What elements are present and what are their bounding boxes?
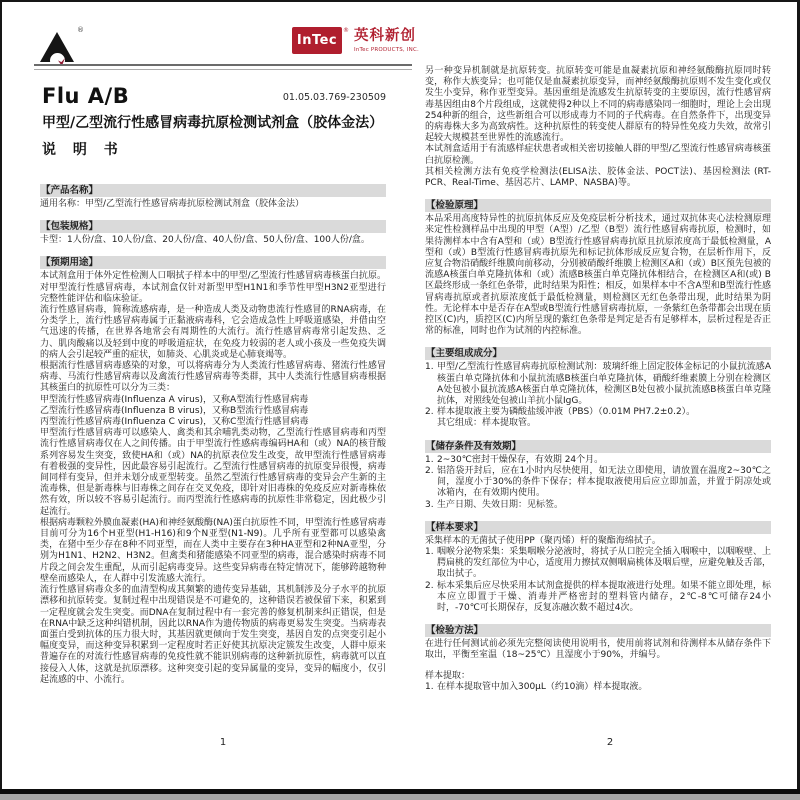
- numbered-item: [425, 682, 771, 693]
- paragraph: 甲型流行性感冒病毒可以感染人、禽类和其余哺乳类动物，乙型流行性感冒病毒和丙型流行性感冒病毒仅在人之间传播。由于甲型流行性感病毒编码HA和（或）NA的核苷酸系列容易发生突变，致使HA和（或）NA的抗原表位发生改变，故甲型流行性感冒病毒有着极强的变异性，因此最容易引起流行。乙型流行性感冒病毒的抗原变异很慢，病毒间同样有变异，但并未划分成亚型转变。虽然乙型流行性感冒病毒的变异会产生新的主流毒株，但是新毒株与旧毒株之间存在交叉免疫，即针对旧毒株的免疫反应对新毒株依然有效，所以较不容易引起流行。而丙型流行性感病毒的抗原性非常稳定，因此极少引起流行。: [40, 428, 386, 517]
- numbered-item: [425, 407, 771, 418]
- spacer: [40, 246, 386, 255]
- numbered-item: [425, 455, 771, 466]
- section-heading: 【储存条件及有效期】: [425, 440, 771, 453]
- spacer: [425, 337, 771, 346]
- item-number: 1.: [425, 454, 434, 465]
- page-edge-left: [0, 0, 2, 800]
- doc-type-title: 说 明 书: [42, 142, 124, 158]
- paragraph: 丙型流行性感冒病毒(Influenza C virus)，又称C型流行性感冒病毒: [40, 417, 309, 428]
- product-name-title: 甲型/乙型流行性感冒病毒抗原检测试剂盒（胶体金法）: [42, 115, 384, 131]
- right-column: [425, 66, 771, 693]
- section-heading: 【检验原理】: [425, 199, 771, 212]
- registered-mark: ®: [343, 27, 349, 34]
- paragraph: 根据病毒颗粒外膜血凝素(HA)和神经氨酸酶(NA)蛋白抗原性不同，甲型流行性感冒病毒目前可分为16个H亚型(H1-H16)和9个N亚型(N1-N9)。几乎所有亚型都可以感染禽类，在猪中至少存在8种不同亚型，而在人类中主要存在3种HA亚型和2种NA亚型，分别为H1N1、H2N2、H3N2。但禽类和猪能感染不同亚型的病毒，混合感染时病毒不同片段之间会发生重配，从而引起病毒变异。这些变异病毒在特定情况下，能够跨越物种壁垒而感染人，在人群中引发流感大流行。: [40, 517, 386, 584]
- paragraph: 通用名称：甲型/乙型流行性感冒病毒抗原检测试剂盒（胶体金法）: [40, 199, 305, 209]
- spacer: [425, 511, 771, 520]
- brand-triangle-logo: [40, 26, 86, 66]
- paragraph: 乙型流行性感冒病毒(Influenza B virus)，又称B型流行性感冒病毒: [40, 405, 309, 416]
- paragraph: 本试剂盒用于体外定性检测人口咽拭子样本中的甲型/乙型流行性感冒病毒核蛋白抗原。对甲型流行性感冒病毒，本试剂盒仅针对新型甲型H1N1和季节性甲型H3N2亚型进行完整性能评估和临床验证。: [40, 271, 386, 304]
- product-code-title: Flu A/B: [42, 84, 130, 108]
- intec-logo-text: [354, 27, 419, 53]
- paragraph: 流行性感冒病毒，简称流感病毒，是一种造成人类及动物患流行性感冒的RNA病毒，在分类学上，流行性感冒病毒属于正黏液病毒科，它会造成急性上呼吸道感染，并借由空气迅速的传播，在世界各地常会有周期性的大流行。流行性感冒病毒常引起发热、乏力、肌肉酸痛以及轻到中度的呼吸道症状，在免疫力较弱的老人或小孩及一些免疫失调的病人会引起较严重的症状，如肺炎、心肌炎或是心肺衰竭等。: [40, 305, 386, 360]
- numbered-item: [425, 547, 771, 581]
- section-heading: 【主要组成成分】: [425, 347, 771, 360]
- page-number-right: 2: [606, 737, 614, 748]
- paragraph: 采集样本的无菌拭子使用PP（聚丙烯）杆的聚酯海绵拭子。: [425, 535, 661, 546]
- paragraph: 另一种变异机制就是抗原转变。抗原转变可能是血凝素抗原和神经氨酸酶抗原同时转变，称作大族变异；也可能仅是血凝素抗原变异，而神经氨酸酶抗原则不发生变化或仅发生小变异，称作亚型变异。基因重组是流感发生抗原转变的主要原因，流行性感冒病毒基因组由8个片段组成，这就使得2种以上不同的病毒感染同一细胞时，理论上会出现254种新的组合，这些新组合可以形成毒力不同的子代病毒。在自然条件下，出现变异的病毒株大多为高致病性。这种抗原性的转变使人群原有的特异性免疫力失效，故常引起较大规模甚至世界性的流感流行。: [425, 66, 771, 144]
- item-text: 在样本提取管中加入300μL（约10滴）样本提取液。: [437, 681, 648, 692]
- intec-company-subtext: InTec PRODUCTS, INC.: [354, 47, 419, 53]
- item-text: 2~30℃密封干燥保存，有效期 24个月。: [437, 454, 604, 465]
- item-number: 2.: [425, 407, 434, 418]
- item-number: 2.: [425, 465, 434, 476]
- spacer: [425, 189, 771, 198]
- intec-logo: [292, 27, 419, 54]
- section-heading: 【预期用途】: [40, 256, 386, 269]
- paragraph: 本试剂盒适用于有流感样症状患者或相关密切接触人群的甲型/乙型流行性感冒病毒核蛋白抗原检测。: [425, 144, 771, 166]
- paragraph: 卡型：1人份/盒、10人份/盒、20人份/盒、40人份/盒、50人份/盒、100人份/盒。: [40, 235, 370, 246]
- numbered-item: [425, 362, 771, 407]
- paragraph: 样本提取：: [425, 670, 471, 681]
- numbered-item: [425, 581, 771, 615]
- paragraph: 流行性感冒病毒众多的血清型构成其频繁的遗传变异基础，其机制涉及分子水平的抗原漂移和抗原转变。复制过程中出现错误是不可避免的，这种错误若被保留下来，积累到一定程度就会发生突变。而DNA在复制过程中有一套完善的修复机制来纠正错误，但是在RNA中缺乏这种纠错机制，因此以RNA作为遗传物质的病毒更易发生突变。当病毒表面蛋白受到抗体的压力很大时，其基因就更倾向于发生突变，基因自发的点突变引起小幅度变异，而这种变异积累到一定程度时若正好使其抗原决定簇发生改变，人群中原来普遍存在的对流行性感冒病毒的免疫性就不能识别病毒的这种新抗原性，病毒就可以直接侵入人体，这就是抗原漂移。这种突变引起的变异属量的变异，变异的幅度小，仅引起流感的中、小流行。: [40, 585, 386, 685]
- item-number: 1.: [425, 681, 434, 692]
- spacer: [425, 430, 771, 439]
- paragraph: 本品采用高度特异性的抗原抗体反应及免疫层析分析技术，通过双抗体夹心法检测原理来定性检测样品中出现的甲型（A型）/乙型（B型）流行性感冒病毒抗原，检测时，如果待测样本中含有A型和（或）B型流行性感冒病毒抗原且抗原浓度高于最低检测量，A型和（或）B型流行性感冒病毒抗原先和标记抗体形成反应复合物，在层析作用下，反应复合物沿硝酸纤维膜向前移动，分别被硝酸纤维膜上检测区A和（或）B区预先包被的流感A核蛋白单克隆抗体和（或）流感B核蛋白单克隆抗体相结合，在检测区A和(或) B区最终形成一条红色条带，此时结果为阳性；相反，如果样本中不含A型和B型流行性感冒病毒抗原或者抗原浓度低于最低检测量，则检测区无红色条带出现，此时结果为阴性。无论样本中是否存在A型或B型流行性感冒病毒抗原，一条紫红色条带都会出现在质控区(C)内，质控区(C)内所呈现的紫红色条带是判定是否有足够样本，层析过程是否正常的标准，同时也作为试剂的内控标准。: [425, 214, 771, 337]
- section-heading: 【产品名称】: [40, 184, 386, 197]
- item-number: 2.: [425, 580, 434, 591]
- item-text: 生产日期、失效日期：见标签。: [437, 499, 564, 510]
- page-edge-top: [0, 0, 800, 2]
- left-column: [40, 183, 386, 686]
- paragraph: 在进行任何测试前必须先完整阅读使用说明书，使用前将试剂和待测样本从储存条件下取出，平衡至室温（18~25℃）且湿度小于90%，并编号。: [425, 639, 771, 661]
- section-heading: 【包装规格】: [40, 220, 386, 233]
- section-heading: 【样本要求】: [425, 521, 771, 534]
- item-number: 1.: [425, 362, 434, 373]
- spacer: [425, 614, 771, 623]
- item-number: 3.: [425, 499, 434, 510]
- title-block: [42, 84, 386, 159]
- numbered-item: [425, 466, 771, 500]
- document-number: 01.05.03.769-230509: [282, 92, 386, 103]
- registered-mark: ®: [77, 26, 84, 34]
- intec-blocks-icon: InTec: [292, 27, 342, 54]
- spacer: [425, 662, 771, 671]
- paragraph: 根据流行性感冒病毒感染的对象，可以将病毒分为人类流行性感冒病毒、猪流行性感冒病毒、马流行性感冒病毒以及禽流行性感冒病毒等类群，其中人类流行性感冒病毒根据其核蛋白的抗原性可以分为三类：: [40, 361, 386, 394]
- item-number: 1.: [425, 546, 434, 557]
- scan-edge-gray: [0, 794, 800, 800]
- header-divider: [34, 64, 412, 70]
- item-text: 样本提取液主要为磷酸盐缓冲液（PBS）（0.01M PH7.2±0.2）。: [437, 407, 696, 418]
- item-text: 标本采集后应尽快采用本试剂盒提供的样本提取液进行处理。如果不能立即处理，标本应立即置于干燥、消毒并严格密封的塑料管内储存，2℃-8℃可储存24小时，-70℃可长期保存，反复冻融次数不超过4次。: [437, 580, 771, 613]
- item-text: 甲型/乙型流行性感冒病毒抗原检测试剂：玻璃纤维上固定胶体金标记的小鼠抗流感A核蛋白单克隆抗体和小鼠抗流感B核蛋白单克隆抗体，硝酸纤维素膜上分别在检测区A处包被小鼠抗流感A核蛋白单克隆抗体，检测区B处包被小鼠抗流感B核蛋白单克隆抗体，对照线处包被山羊抗小鼠IgG。: [437, 362, 771, 407]
- item-text: 咽喉分泌物采集：采集咽喉分泌液时，将拭子从口腔完全插入咽喉中，以咽喉壁、上腭扁桃的发红部位为中心，适度用力擦拭双侧咽扁桃体及咽后壁，应避免触及舌部，取出拭子。: [437, 546, 771, 580]
- item-text: 铝箔袋开封后，应在1小时内尽快使用，如无法立即使用，请放置在温度2~30℃之间，湿度小于30%的条件下保存；样本提取液使用后应立即加盖，并置于阴凉处或冰箱内，在有效期内使用。: [437, 465, 771, 499]
- numbered-item: [425, 500, 771, 511]
- page-number-left: 1: [219, 737, 227, 748]
- title-row: [42, 84, 386, 108]
- paragraph: 甲型流行性感冒病毒(Influenza A virus)，又称A型流行性感冒病毒: [40, 394, 309, 405]
- intec-chinese-name: 英科新创: [354, 28, 416, 44]
- sub-line: 其它组成：样本提取管。: [437, 418, 537, 429]
- section-heading: 【检验方法】: [425, 624, 771, 637]
- paragraph: 其相关检测方法有免疫学检测法(ELISA法、胶体金法、POCT法)、基因检测法 (RT-PCR、Real-Time、基因芯片、LAMP、NASBA)等。: [425, 166, 771, 189]
- spacer: [40, 210, 386, 219]
